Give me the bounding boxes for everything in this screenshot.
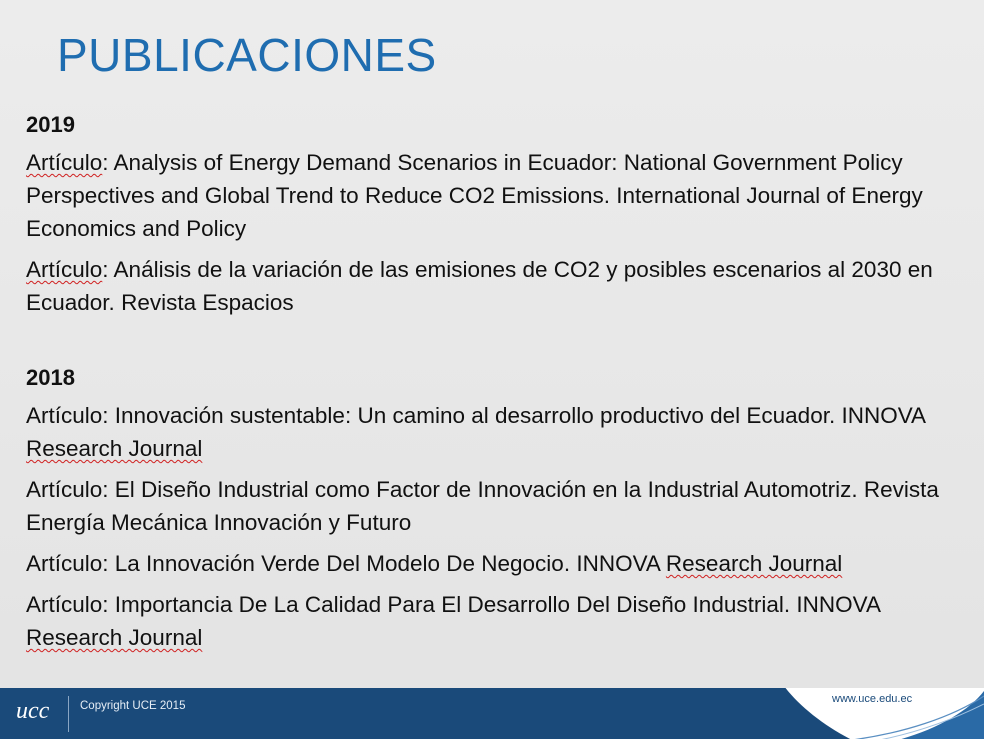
entry-prefix: Artículo: [26, 257, 103, 282]
publication-entry: [26, 253, 956, 319]
entry-prefix: Artículo: [26, 150, 103, 175]
entry-text: Artículo: El Diseño Industrial como Factor de Innovación en la Industrial Automotriz. Revista Energía Mecánica Innovación y Futuro: [26, 477, 939, 535]
publication-entry: [26, 399, 956, 465]
website-link[interactable]: www.uce.edu.ec: [832, 693, 913, 705]
year-heading-2018: 2018: [26, 365, 75, 390]
publications-list: [26, 112, 956, 662]
publication-entry: [26, 547, 956, 580]
entry-text: Artículo: La Innovación Verde Del Modelo De Negocio. INNOVA: [26, 551, 666, 576]
entry-text: Artículo: Importancia De La Calidad Para El Desarrollo Del Diseño Industrial. INNOVA: [26, 592, 880, 617]
entry-text: : Analysis of Energy Demand Scenarios in Ecuador: National Government Policy Perspectives and Global Trend to Reduce CO2 Emissions. International Journal of Energy Economics and Policy: [26, 150, 923, 241]
publication-entry: [26, 473, 956, 539]
journal-name: Research Journal: [26, 436, 203, 461]
footer-bar: [0, 688, 984, 739]
journal-name: Research Journal: [26, 625, 203, 650]
year-heading-2019: 2019: [26, 112, 75, 137]
publication-entry: [26, 588, 956, 654]
journal-name: Research Journal: [665, 551, 843, 576]
entry-text: : Análisis de la variación de las emisiones de CO2 y posibles escenarios al 2030 en Ecuador. Revista Espacios: [26, 257, 933, 315]
publication-entry: [26, 146, 956, 245]
entry-text: Artículo: Innovación sustentable: Un camino al desarrollo productivo del Ecuador. INNOVA: [26, 403, 925, 428]
footer-divider: [68, 696, 69, 732]
copyright-text: Copyright UCE 2015: [80, 700, 186, 712]
page-title: PUBLICACIONES: [57, 29, 437, 81]
uce-logo: ucc: [16, 698, 50, 724]
